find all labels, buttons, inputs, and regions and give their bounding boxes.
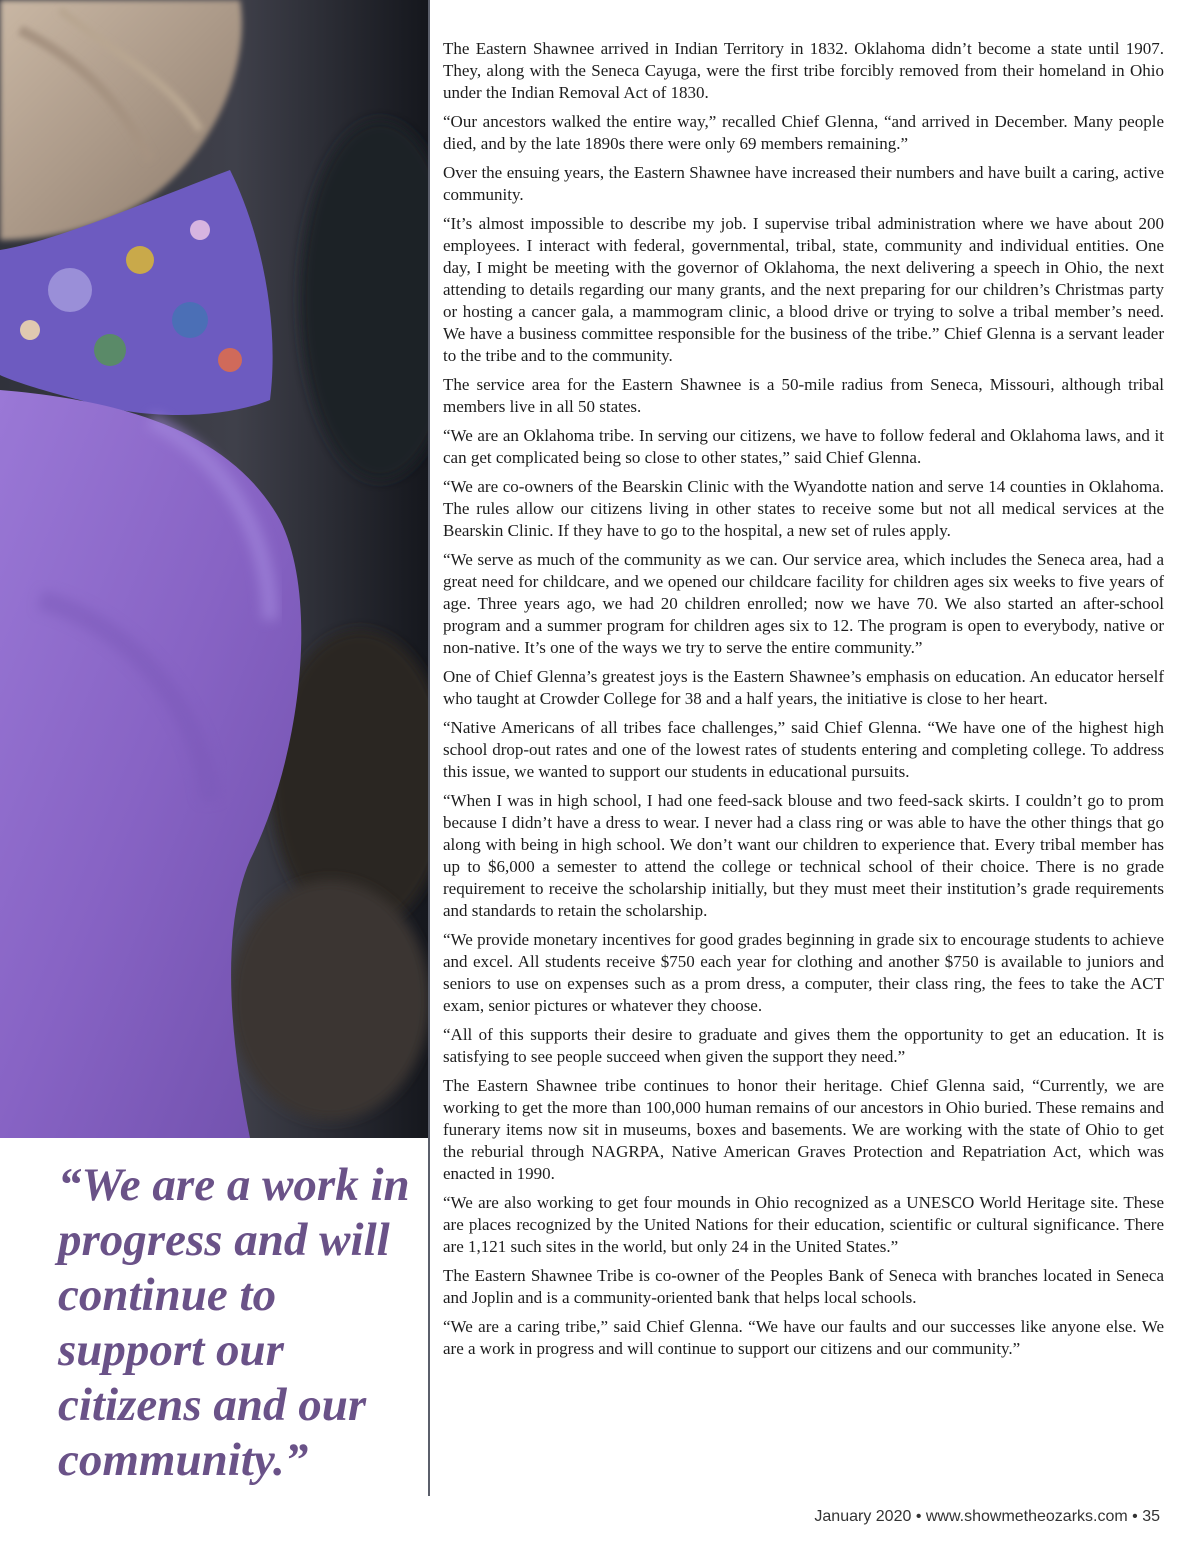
article-body <box>443 38 1164 1367</box>
page-footer: January 2020 • www.showmetheozarks.com • 35 <box>814 1508 1160 1525</box>
article-paragraph: The service area for the Eastern Shawnee is a 50-mile radius from Seneca, Missouri, although tribal members live in all 50 states. <box>443 375 1164 416</box>
article-paragraph: “It’s almost impossible to describe my job. I supervise tribal administration where we have about 200 employees. I interact with federal, governmental, tribal, state, community and individual entities. One day, I might be meeting with the governor of Oklahoma, the next delivering a speech in Ohio, the next attending to details regarding our many grants, and the next preparing for our children’s Christmas party or hosting a cancer gala, a mammogram clinic, a blood drive or trying to solve a tribal member’s need. We have a business committee responsible for the business of the tribe.” Chief Glenna is a servant leader to the tribe and to the community. <box>443 214 1164 365</box>
article-paragraph: “Our ancestors walked the entire way,” recalled Chief Glenna, “and arrived in December. Many people died, and by the late 1890s there were only 69 members remaining.” <box>443 112 1164 153</box>
article-paragraph: The Eastern Shawnee tribe continues to honor their heritage. Chief Glenna said, “Currently, we are working to get the more than 100,000 human remains of our ancestors in Ohio buried. These remains and funerary items now sit in museums, boxes and basements. We are working with the state of Ohio to get the reburial through NAGRPA, Native American Graves Protection and Repatriation Act, which was enacted in 1990. <box>443 1076 1164 1183</box>
article-paragraph: “We provide monetary incentives for good grades beginning in grade six to encourage students to achieve and excel. All students receive $750 each year for clothing and another $750 is available to juniors and seniors to use on expenses such as a prom dress, a computer, their class ring, the fees to take the ACT exam, senior pictures or whatever they choose. <box>443 930 1164 1015</box>
article-paragraph: The Eastern Shawnee arrived in Indian Territory in 1832. Oklahoma didn’t become a state until 1907. They, along with the Seneca Cayuga, were the first tribe forcibly removed from their homeland in Ohio under the Indian Removal Act of 1830. <box>443 39 1164 102</box>
article-paragraph: “We are an Oklahoma tribe. In serving our citizens, we have to follow federal and Oklahoma laws, and it can get complicated being so close to other states,” said Chief Glenna. <box>443 426 1164 467</box>
pull-quote: “We are a work in progress and will continue to support our citizens and our community.” <box>58 1159 410 1486</box>
feature-photo <box>0 0 428 1138</box>
article-paragraph: “We serve as much of the community as we can. Our service area, which includes the Seneca area, had a great need for childcare, and we opened our childcare facility for children ages six weeks to five years of age. Three years ago, we had 20 children enrolled; now we have 70. We also started an after-school program and a summer program for children ages six to 12. The program is open to everybody, native or non-native. It’s one of the ways we try to serve the entire community.” <box>443 550 1164 657</box>
article-paragraph: “We are co-owners of the Bearskin Clinic with the Wyandotte nation and serve 14 counties in Oklahoma. The rules allow our citizens living in other states to receive some but not all medical services at the Bearskin Clinic. If they have to go to the hospital, a new set of rules apply. <box>443 477 1164 540</box>
article-paragraph: One of Chief Glenna’s greatest joys is the Eastern Shawnee’s emphasis on education. An educator herself who taught at Crowder College for 38 and a half years, the initiative is close to her heart. <box>443 667 1164 708</box>
article-paragraph: “We are a caring tribe,” said Chief Glenna. “We have our faults and our successes like anyone else. We are a work in progress and will continue to support our citizens and our community.” <box>443 1317 1164 1358</box>
article-paragraph: “When I was in high school, I had one feed-sack blouse and two feed-sack skirts. I couldn’t go to prom because I didn’t have a dress to wear. I never had a class ring or was able to have the other things that go along with being in high school. We don’t want our children to experience that. Every tribal member has up to $6,000 a semester to attend the college or technical school of their choice. There is no grade requirement to receive the scholarship initially, but they must meet their institution’s grade requirements and standards to retain the scholarship. <box>443 791 1164 920</box>
article-paragraph: “We are also working to get four mounds in Ohio recognized as a UNESCO World Heritage site. These are places recognized by the United Nations for their education, scientific or cultural significance. There are 1,121 such sites in the world, but only 24 in the United States.” <box>443 1193 1164 1256</box>
article-paragraph: “Native Americans of all tribes face challenges,” said Chief Glenna. “We have one of the highest high school drop-out rates and one of the lowest rates of students entering and completing college. To address this issue, we wanted to support our students in educational pursuits. <box>443 718 1164 781</box>
column-divider <box>428 0 430 1496</box>
article-paragraph: Over the ensuing years, the Eastern Shawnee have increased their numbers and have built a caring, active community. <box>443 163 1164 204</box>
article-paragraph: The Eastern Shawnee Tribe is co-owner of the Peoples Bank of Seneca with branches located in Seneca and Joplin and is a community-oriented bank that helps local schools. <box>443 1266 1164 1307</box>
photo-illustration <box>0 0 428 1138</box>
article-paragraph: “All of this supports their desire to graduate and gives them the opportunity to get an education. It is satisfying to see people succeed when given the support they need.” <box>443 1025 1164 1066</box>
